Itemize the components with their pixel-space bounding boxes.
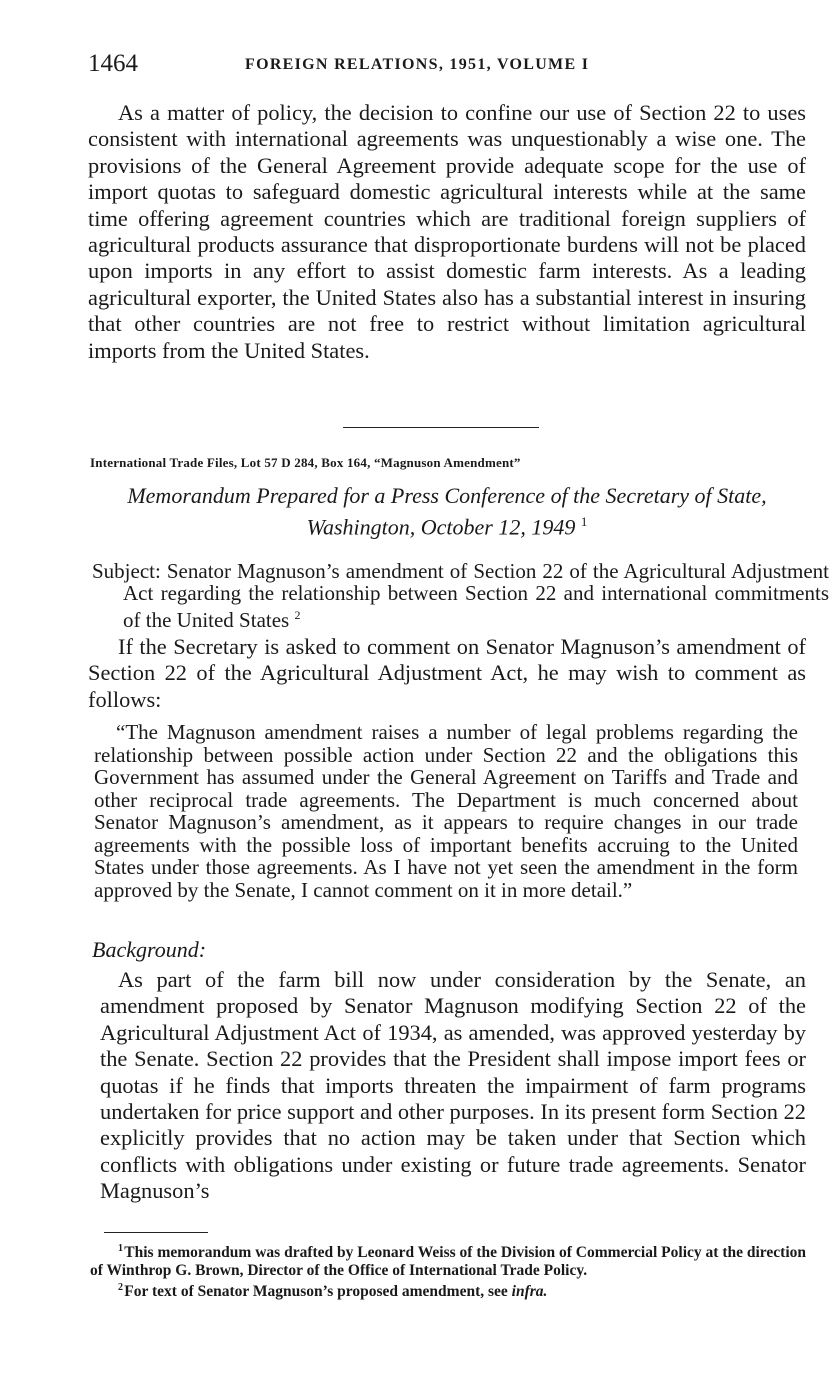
paragraph-intro: If the Secretary is asked to comment on Senator Magnuson’s amendment of Section 22 of the Agricultural Adjustment Act, he may wish to comment as follows: xyxy=(88,634,806,712)
footnote-divider xyxy=(104,1232,208,1233)
footnotes xyxy=(90,1240,806,1301)
footnote-1-text: This memorandum was drafted by Leonard Weiss of the Division of Commercial Policy at the direction of Winthrop G. Brown, Director of the Office of International Trade Policy. xyxy=(90,1244,806,1279)
footnote-2-infra: infra. xyxy=(511,1283,548,1301)
running-head: FOREIGN RELATIONS, 1951, VOLUME I xyxy=(245,56,590,73)
footnote-2 xyxy=(90,1279,806,1301)
title-footnote-ref[interactable]: 1 xyxy=(580,514,588,529)
block-quote: “The Magnuson amendment raises a number of legal problems regarding the relationship between possible action under Section 22 and the obligations this Government has assumed under the General Agreement on Tariffs and Trade and other reciprocal trade agreements. The Department is much concerned about Senator Magnuson’s amendment, as it appears to require changes in our trade agreements with the possible loss of important benefits accruing to the United States under those agreements. As I have not yet seen the amendment in the form approved by the Senate, I cannot comment on it in more detail.” xyxy=(94,720,798,902)
background-heading: Background: xyxy=(92,937,207,962)
page-number: 1464 xyxy=(88,50,138,77)
paragraph-background: As part of the farm bill now under consideration by the Senate, an amendment proposed by Senator Magnuson modifying Section 22 of the Agricultural Adjustment Act of 1934, as amended, was approved yesterday by the Senate. Section 22 provides that the President shall impose import fees or quotas if he finds that imports threaten the impairment of farm programs undertaken for price support and other purposes. In its present form Section 22 explicitly provides that no action may be taken under that Section which conflicts with obligations under existing or future trade agreements. Senator Magnuson’s xyxy=(100,967,806,1204)
subject-footnote-ref[interactable]: 2 xyxy=(294,608,301,622)
subject-text: Subject: Senator Magnuson’s amendment of Section 22 of the Agricultural Adjustment Act regarding the relationship between Section 22 and international commitments of the United States xyxy=(92,559,829,632)
paragraph-policy: As a matter of policy, the decision to confine our use of Section 22 to uses consistent with international agreements was unquestionably a wise one. The provisions of the General Agreement provide adequate scope for the use of import quotas to safeguard domestic agricultural interests while at the same time offering agreement countries which are traditional foreign suppliers of agricultural products assurance that disproportionate burdens will not be placed upon imports in any effort to assist domestic farm interests. As a leading agricultural exporter, the United States also has a substantial interest in insuring that other countries are not free to restrict without limitation agricultural imports from the United States. xyxy=(88,100,806,363)
page-header xyxy=(88,50,806,84)
footnote-2-mark: 2 xyxy=(118,1282,123,1294)
subject-line xyxy=(92,560,829,631)
document-title-text: Memorandum Prepared for a Press Conference of the Secretary of State, Washington, October 12, 1949 xyxy=(127,483,767,540)
document-title xyxy=(88,483,806,540)
footnote-2-text: For text of Senator Magnuson’s proposed amendment, see xyxy=(124,1283,508,1301)
footnote-1-mark: 1 xyxy=(118,1243,123,1254)
source-citation: International Trade Files, Lot 57 D 284, Box 164, “Magnuson Amendment” xyxy=(90,455,521,470)
section-divider xyxy=(343,427,539,428)
footnote-1 xyxy=(90,1240,806,1279)
